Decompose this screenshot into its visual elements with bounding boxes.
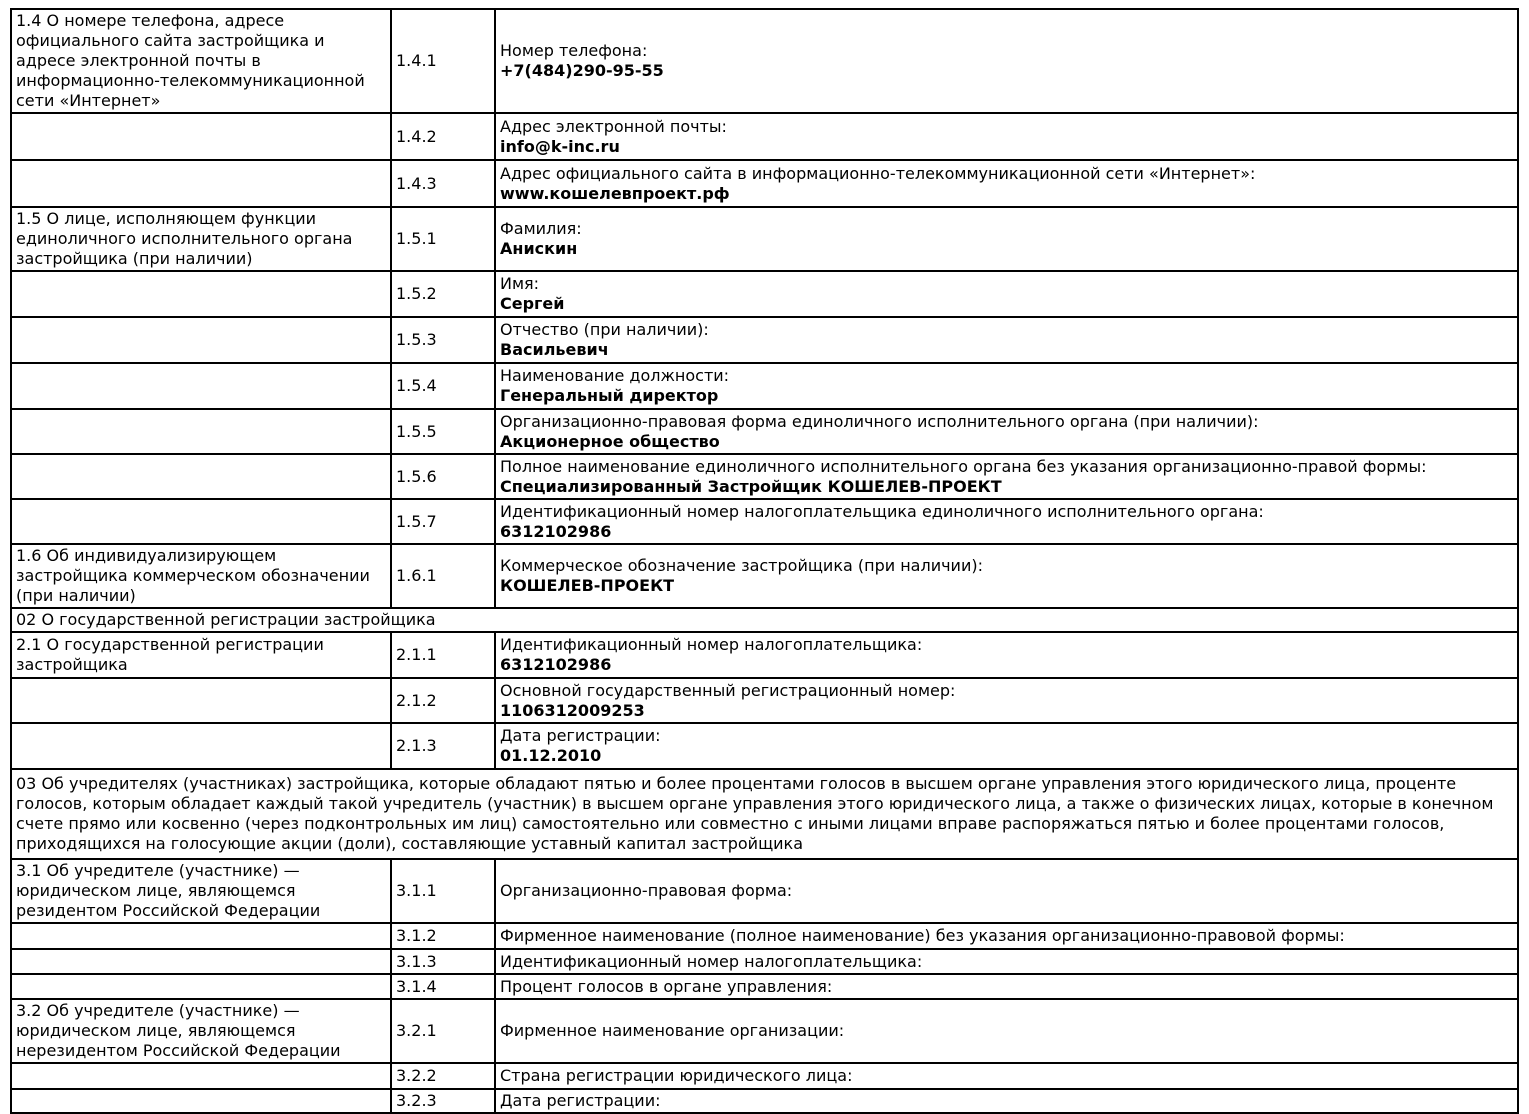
field-value: Васильевич [500,340,609,359]
section-header-row [11,608,1518,632]
field-cell [495,678,1518,723]
field-label: Адрес электронной почты: [500,116,727,136]
field-label: Имя: [500,274,540,293]
section-header-row [11,769,1518,859]
item-number: 3.2.2 [391,1063,495,1089]
field-label: Процент голосов в органе управления: [500,976,833,996]
section-description [11,723,391,769]
item-number: 3.2.1 [391,999,495,1063]
field-value: Акционерное общество [500,431,720,451]
field-cell [495,409,1518,454]
item-number: 2.1.1 [391,632,495,678]
field-value: Сергей [500,294,565,313]
section-description [11,317,391,363]
field-cell [495,271,1518,317]
field-cell [495,723,1518,769]
item-number: 1.5.2 [391,271,495,317]
section-header: 03 Об учредителях (участниках) застройщика, которые обладают пятью и более процентами голосов в высшем органе управления этого юридического лица, проценте голосов, которым обладает каждый такой учредитель (участник) в высшем органе управления этого юридического лица, а также о физических лицах, которые в конечном счете прямо или косвенно (через подконтрольных им лиц) самостоятельно или совместно с иными лицами вправе распоряжаться пятью и более процентами голосов, приходящихся на голосующие акции (доли), составляющие уставный капитал застройщика [11,769,1518,859]
field-cell [495,113,1518,160]
item-number: 1.4.3 [391,160,495,207]
section-description [11,974,391,999]
field-value: 6312102986 [500,655,612,674]
field-cell [495,1089,1518,1113]
field-cell [495,974,1518,999]
section-description: 2.1 О государственной регистрации застройщика [11,632,391,678]
table-row [11,678,1518,723]
table-row [11,949,1518,974]
table-row [11,160,1518,207]
field-cell [495,363,1518,409]
field-label: Страна регистрации юридического лица: [500,1066,853,1085]
field-label: Фамилия: [500,219,582,238]
table-row [11,409,1518,454]
declaration-table [10,8,1519,1114]
field-value: +7(484)290-95-55 [500,61,664,80]
section-description: 1.6 Об индивидуализирующем застройщика коммерческом обозначении (при наличии) [11,544,391,608]
item-number: 1.5.3 [391,317,495,363]
field-label: Полное наименование единоличного исполнительного органа без указания организационно-правой формы: [500,456,1427,476]
item-number: 1.6.1 [391,544,495,608]
table-row [11,499,1518,544]
table-row [11,1089,1518,1113]
item-number: 1.4.2 [391,113,495,160]
field-cell [495,317,1518,363]
field-label: Организационно-правовая форма: [500,881,793,900]
section-description: 1.5 О лице, исполняющем функции единоличного исполнительного органа застройщика (при наличии) [11,207,391,271]
field-cell [495,454,1518,499]
section-description [11,499,391,544]
item-number: 2.1.3 [391,723,495,769]
field-value: info@k-inc.ru [500,136,620,156]
section-description [11,678,391,723]
table-row [11,974,1518,999]
item-number: 1.4.1 [391,9,495,113]
item-number: 3.2.3 [391,1089,495,1113]
section-description [11,409,391,454]
item-number: 1.5.1 [391,207,495,271]
field-label: Идентификационный номер налогоплательщика: [500,635,923,654]
item-number: 3.1.1 [391,859,495,923]
section-description: 3.2 Об учредителе (участнике) — юридическом лице, являющемся нерезидентом Российской Федерации [11,999,391,1063]
field-label: Идентификационный номер налогоплательщика: [500,951,923,971]
section-description [11,363,391,409]
table-row [11,207,1518,271]
table-row [11,454,1518,499]
table-row [11,544,1518,608]
table-row [11,999,1518,1063]
section-description [11,949,391,974]
item-number: 1.5.4 [391,363,495,409]
field-cell [495,923,1518,949]
field-value: Анискин [500,239,578,258]
item-number: 1.5.5 [391,409,495,454]
field-cell [495,207,1518,271]
field-cell [495,499,1518,544]
field-cell [495,632,1518,678]
section-description: 3.1 Об учредителе (участнике) — юридическом лице, являющемся резидентом Российской Федерации [11,859,391,923]
field-value: КОШЕЛЕВ-ПРОЕКТ [500,576,675,595]
field-label: Фирменное наименование организации: [500,1021,845,1040]
item-number: 1.5.7 [391,499,495,544]
table-row [11,923,1518,949]
field-label: Основной государственный регистрационный номер: [500,680,956,700]
item-number: 1.5.6 [391,454,495,499]
table-row [11,723,1518,769]
item-number: 3.1.4 [391,974,495,999]
field-cell [495,859,1518,923]
item-number: 2.1.2 [391,678,495,723]
field-value: 6312102986 [500,521,612,541]
field-cell [495,9,1518,113]
field-value: Специализированный Застройщик КОШЕЛЕВ-ПРОЕКТ [500,476,1002,496]
field-cell [495,160,1518,207]
item-number: 3.1.2 [391,923,495,949]
field-label: Фирменное наименование (полное наименование) без указания организационно-правовой формы: [500,926,1345,945]
section-description [11,1063,391,1089]
field-value: 1106312009253 [500,700,645,720]
field-label: Дата регистрации: [500,726,661,745]
field-label: Идентификационный номер налогоплательщика единоличного исполнительного органа: [500,501,1264,521]
section-description [11,271,391,317]
table-row [11,113,1518,160]
section-description [11,454,391,499]
section-description [11,113,391,160]
table-row [11,1063,1518,1089]
section-description [11,160,391,207]
field-label: Коммерческое обозначение застройщика (при наличии): [500,556,983,575]
field-label: Отчество (при наличии): [500,320,709,339]
table-row [11,317,1518,363]
field-value: 01.12.2010 [500,746,602,765]
field-label: Организационно-правовая форма единоличного исполнительного органа (при наличии): [500,411,1259,431]
section-description [11,923,391,949]
section-header: 02 О государственной регистрации застройщика [11,608,1518,632]
item-number: 3.1.3 [391,949,495,974]
field-cell [495,1063,1518,1089]
table-row [11,363,1518,409]
field-value: www.кошелевпроект.рф [500,183,730,203]
field-label: Номер телефона: [500,41,648,60]
table-row [11,271,1518,317]
field-cell [495,999,1518,1063]
field-cell [495,949,1518,974]
table-row [11,9,1518,113]
section-description: 1.4 О номере телефона, адресе официального сайта застройщика и адресе электронной почты в информационно-телекоммуникационной сети «Интернет» [11,9,391,113]
field-label: Адрес официального сайта в информационно-телекоммуникационной сети «Интернет»: [500,163,1256,183]
table-row [11,859,1518,923]
field-label: Дата регистрации: [500,1091,661,1110]
table-row [11,632,1518,678]
field-value: Генеральный директор [500,386,719,405]
section-description [11,1089,391,1113]
field-label: Наименование должности: [500,366,730,385]
field-cell [495,544,1518,608]
